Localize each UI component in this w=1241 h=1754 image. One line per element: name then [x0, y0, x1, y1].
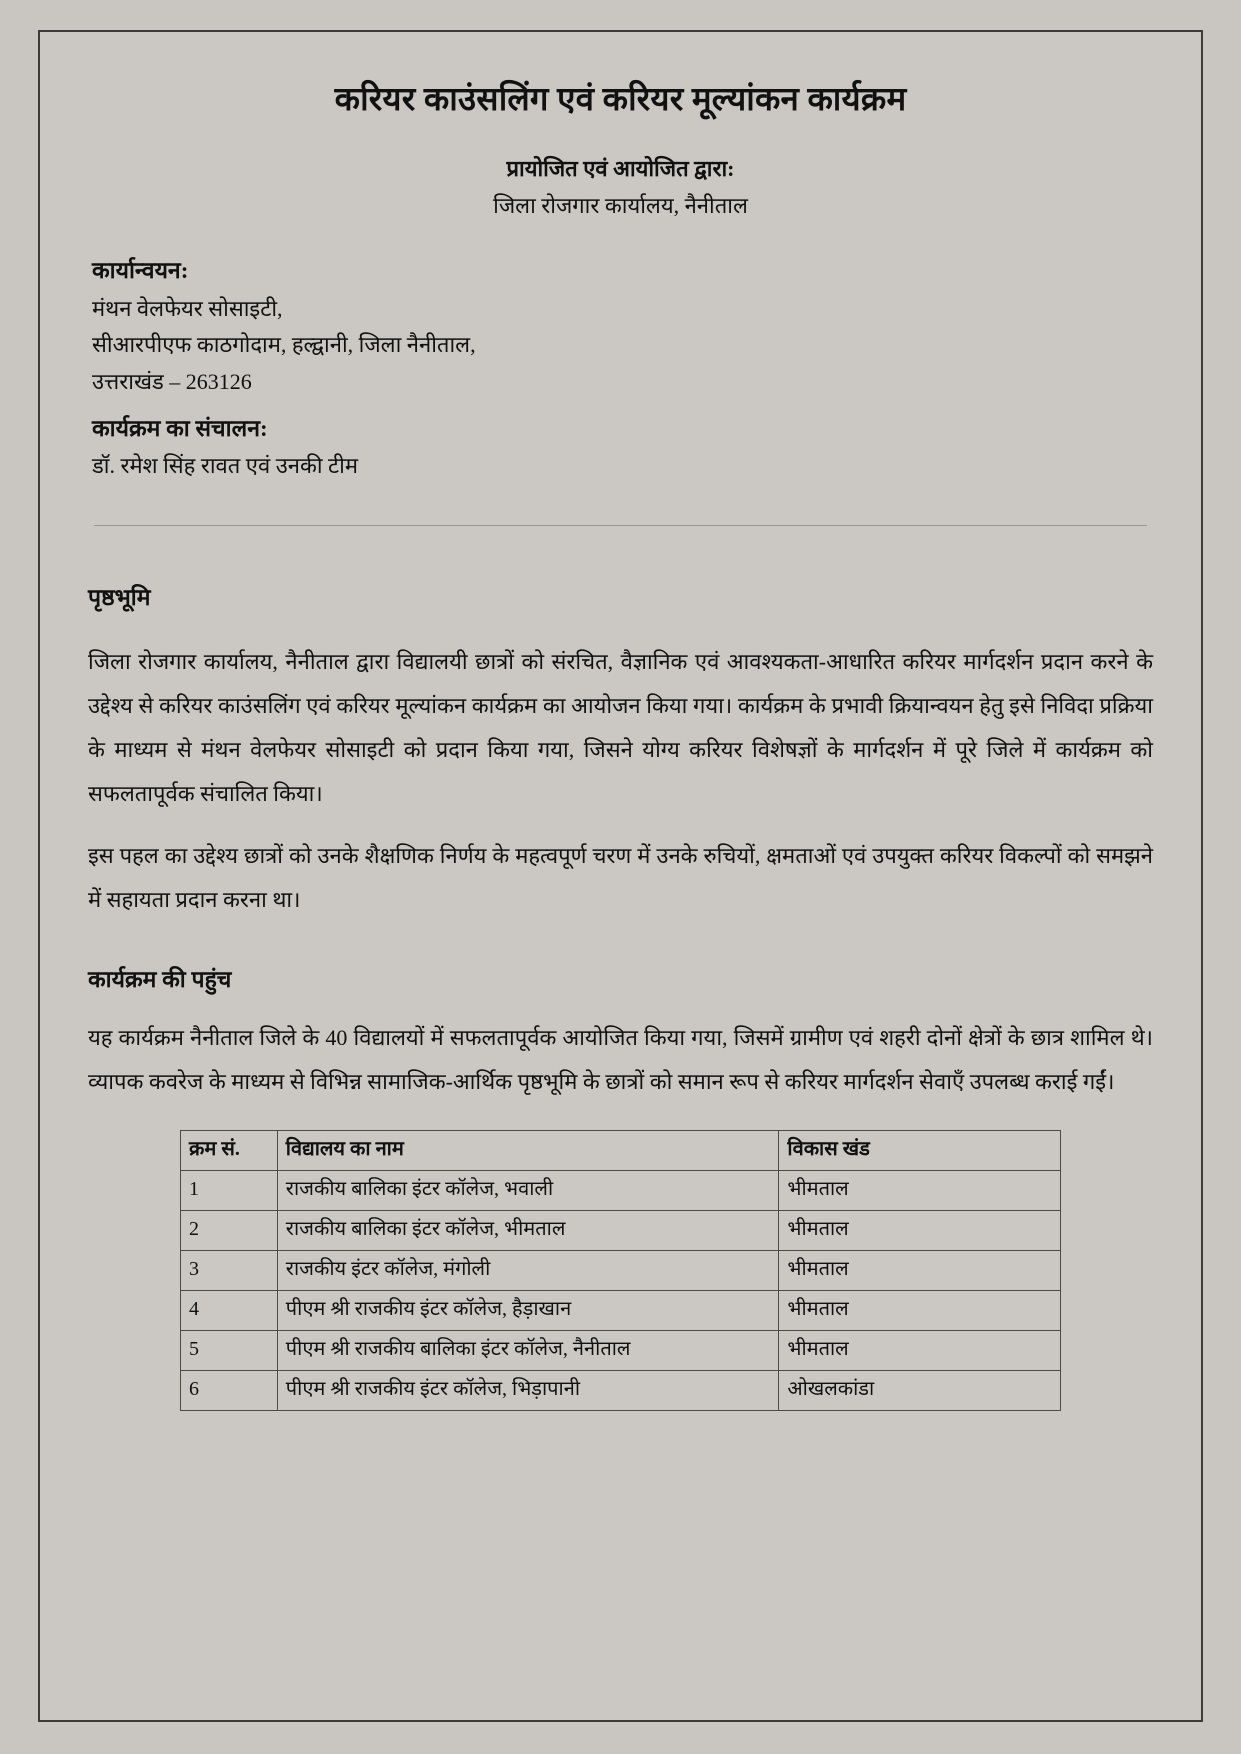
section-divider — [94, 525, 1147, 526]
reach-paragraph-1: यह कार्यक्रम नैनीताल जिले के 40 विद्यालयों में सफलतापूर्वक आयोजित किया गया, जिसमें ग्रामीण एवं शहरी दोनों क्षेत्रों के छात्र शामिल थे। व्यापक कवरेज के माध्यम से विभिन्न सामाजिक-आर्थिक पृष्ठभूमि के छात्रों को समान रूप से करियर मार्गदर्शन सेवाएँ उपलब्ध कराई गईं। — [88, 1024, 1153, 1094]
reach-heading: कार्यक्रम की पहुंच — [88, 966, 232, 992]
cell-serial: 1 — [181, 1170, 278, 1210]
cell-serial: 6 — [181, 1370, 278, 1410]
implementation-org: मंथन वेलफेयर सोसाइटी, — [92, 295, 283, 321]
column-header-serial: क्रम सं. — [181, 1130, 278, 1170]
cell-school-name: राजकीय बालिका इंटर कॉलेज, भवाली — [277, 1170, 779, 1210]
cell-block: भीमताल — [779, 1290, 1061, 1330]
cell-serial: 2 — [181, 1210, 278, 1250]
cell-serial: 3 — [181, 1250, 278, 1290]
cell-school-name: पीएम श्री राजकीय बालिका इंटर कॉलेज, नैनीताल — [277, 1330, 779, 1370]
column-header-school-name: विद्यालय का नाम — [277, 1130, 779, 1170]
background-paragraph-2: इस पहल का उद्देश्य छात्रों को उनके शैक्षणिक निर्णय के महत्वपूर्ण चरण में उनके रुचियों, क्षमताओं एवं उपयुक्त करियर विकल्पों को समझने में सहायता प्रदान करना था। — [88, 842, 1153, 912]
cell-block: भीमताल — [779, 1210, 1061, 1250]
document-body — [70, 80, 1171, 1722]
implementation-block — [88, 254, 1153, 484]
table-row — [181, 1250, 1061, 1290]
schools-table — [180, 1130, 1061, 1411]
conduct-person: डॉ. रमेश सिंह रावत एवं उनकी टीम — [92, 453, 359, 479]
cell-block: भीमताल — [779, 1330, 1061, 1370]
document-page — [38, 30, 1203, 1722]
implementation-heading: कार्यान्वयन: — [92, 258, 189, 284]
background-section — [88, 580, 1153, 922]
cell-school-name: पीएम श्री राजकीय इंटर कॉलेज, भिड़ापानी — [277, 1370, 779, 1410]
schools-table-container — [88, 1130, 1153, 1411]
cell-school-name: राजकीय बालिका इंटर कॉलेज, भीमताल — [277, 1210, 779, 1250]
cell-block: भीमताल — [779, 1250, 1061, 1290]
implementation-pincode: उत्तराखंड – 263126 — [92, 368, 252, 394]
background-paragraph-1: जिला रोजगार कार्यालय, नैनीताल द्वारा विद्यालयी छात्रों को संरचित, वैज्ञानिक एवं आवश्यकता-आधारित करियर मार्गदर्शन प्रदान करने के उद्देश्य से करियर काउंसलिंग एवं करियर मूल्यांकन कार्यक्रम का आयोजन किया गया। कार्यक्रम के प्रभावी क्रियान्वयन हेतु इसे निविदा प्रक्रिया के माध्यम से मंथन वेलफेयर सोसाइटी को प्रदान किया गया, जिसने योग्य करियर विशेषज्ञों के मार्गदर्शन में पूरे जिले में कार्यक्रम को सफलतापूर्वक संचालित किया। — [88, 648, 1153, 806]
implementation-address: सीआरपीएफ काठगोदाम, हल्द्वानी, जिला नैनीताल, — [92, 332, 476, 358]
cell-serial: 4 — [181, 1290, 278, 1330]
cell-block: भीमताल — [779, 1170, 1061, 1210]
column-header-block: विकास खंड — [779, 1130, 1061, 1170]
cell-school-name: पीएम श्री राजकीय इंटर कॉलेज, हैड़ाखान — [277, 1290, 779, 1330]
table-row — [181, 1370, 1061, 1410]
sponsor-label: प्रायोजित एवं आयोजित द्वारा: — [506, 156, 735, 182]
table-row — [181, 1170, 1061, 1210]
cell-serial: 5 — [181, 1330, 278, 1370]
cell-block: ओखलकांडा — [779, 1370, 1061, 1410]
reach-section — [88, 962, 1153, 1104]
sponsor-name: जिला रोजगार कार्यालय, नैनीताल — [493, 192, 748, 218]
conduct-heading: कार्यक्रम का संचालन: — [92, 415, 268, 441]
table-row — [181, 1290, 1061, 1330]
table-header-row — [181, 1130, 1061, 1170]
background-heading: पृष्ठभूमि — [88, 584, 151, 610]
table-row — [181, 1210, 1061, 1250]
cell-school-name: राजकीय इंटर कॉलेज, मंगोली — [277, 1250, 779, 1290]
schools-table-body — [181, 1170, 1061, 1410]
table-row — [181, 1330, 1061, 1370]
spacer — [92, 400, 1153, 412]
page-title: करियर काउंसलिंग एवं करियर मूल्यांकन कार्यक्रम — [334, 82, 907, 118]
